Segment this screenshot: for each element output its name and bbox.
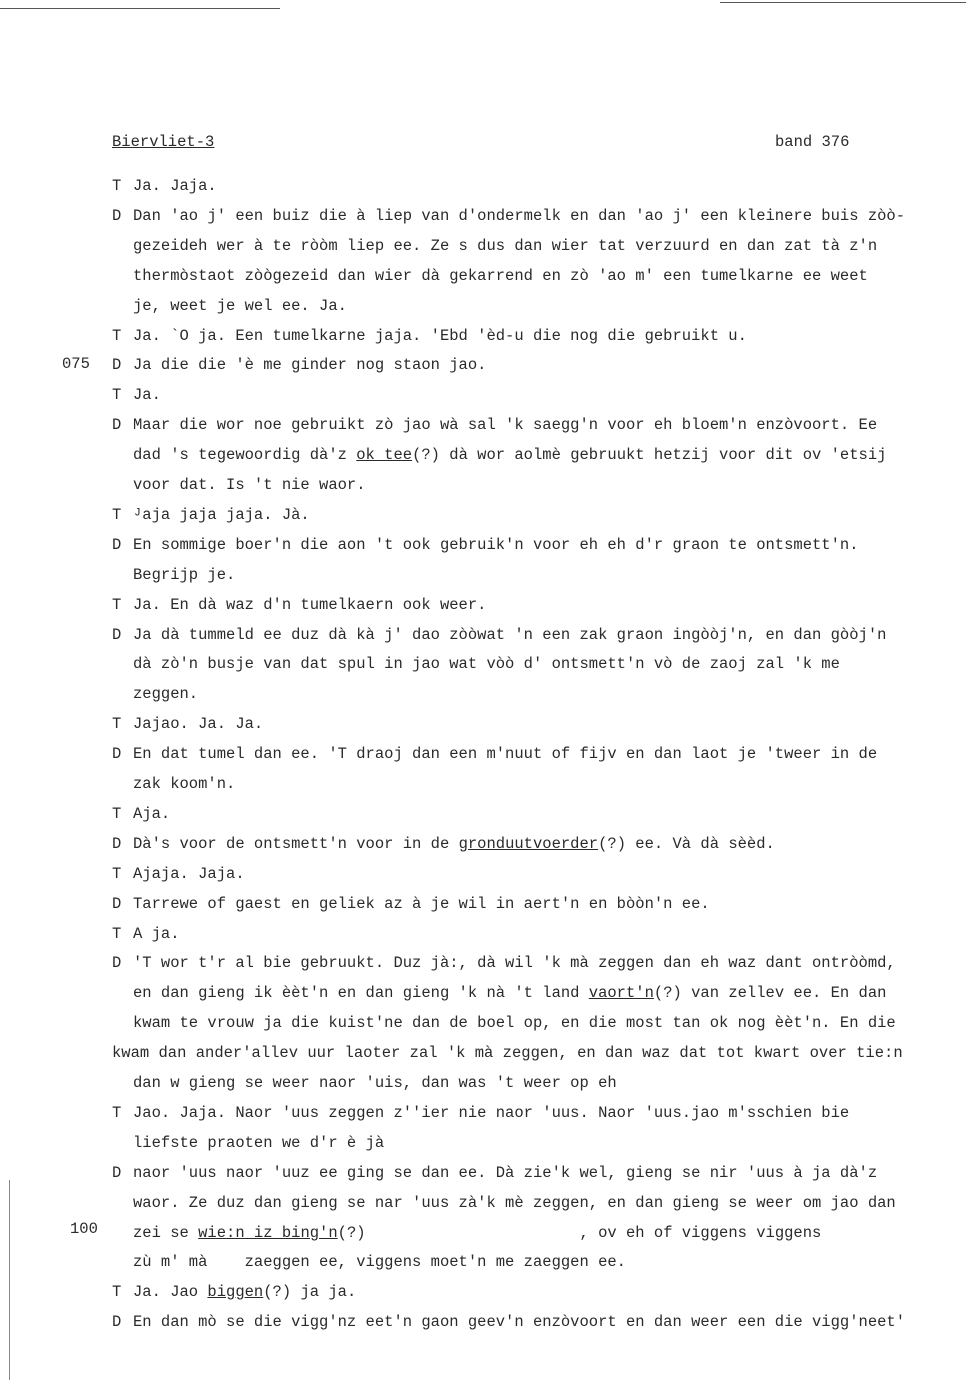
- speaker-label: D: [112, 536, 122, 554]
- speaker-label: T: [112, 596, 122, 614]
- line-text: zù m' mà zaeggen ee, viggens moet'n me zaeggen ee.: [133, 1253, 626, 1271]
- transcript-line: [133, 1193, 896, 1213]
- speaker-label: D: [112, 356, 122, 374]
- transcript-line: [133, 834, 775, 854]
- speaker-label: D: [112, 416, 122, 434]
- line-text: Jao. Jaja. Naor 'uus zeggen z''ier nie naor 'uus. Naor 'uus.jao m'sschien bie: [133, 1104, 850, 1122]
- line-text: Ja. Jao: [133, 1283, 208, 1301]
- line-number-075: 075: [62, 355, 90, 373]
- line-text: En dat tumel dan ee. 'T draoj dan een m'nuut of fijv en dan laot je 'tweer in de: [133, 745, 878, 763]
- speaker-label: D: [112, 895, 122, 913]
- top-rule-right: [720, 2, 966, 3]
- line-text: kwam te vrouw ja die kuist'ne dan de boel op, en die most tan ok nog èèt'n. En die: [133, 1014, 896, 1032]
- transcript-line: [133, 804, 170, 824]
- line-text: (?) dà wor aolmè gebruukt hetzij voor dit ov 'etsij: [412, 446, 887, 464]
- line-text: Ja dà tummeld ee duz dà kà j' dao zòòwat 'n een zak graon ingòòj'n, en dan gòòj'n: [133, 626, 887, 644]
- transcript-line: [133, 924, 180, 944]
- line-text: Tarrewe of gaest en geliek az à je wil in aert'n en bòòn'n ee.: [133, 895, 710, 913]
- speaker-label: D: [112, 1164, 122, 1182]
- transcript-line: [133, 415, 877, 435]
- transcript-line: [133, 355, 486, 375]
- line-text: Maar die wor noe gebruikt zò jao wà sal 'k saegg'n voor eh bloem'n enzòvoort. Ee: [133, 416, 878, 434]
- transcript-line: [133, 1312, 905, 1332]
- transcript-line: [133, 864, 245, 884]
- line-text: (?) van zellev ee. En dan: [653, 984, 887, 1002]
- speaker-label: T: [112, 925, 122, 943]
- line-text: (?) ja ja.: [263, 1283, 357, 1301]
- line-text: naor 'uus naor 'uuz ee ging se dan ee. Dà zie'k wel, gieng se nir 'uus à ja dà'z: [133, 1164, 878, 1182]
- line-text: waor. Ze duz dan gieng se nar 'uus zà'k mè zeggen, en dan gieng se weer om jao dan: [133, 1194, 896, 1212]
- speaker-label: T: [112, 177, 122, 195]
- transcript-line: [133, 176, 217, 196]
- band-number: band 376: [775, 133, 850, 151]
- line-text: En sommige boer'n die aon 't ook gebruik'n voor eh eh d'r graon te ontsmett'n.: [133, 536, 859, 554]
- line-text: ᴶaja jaja jaja. Jà.: [133, 506, 310, 524]
- line-text: A ja.: [133, 925, 180, 943]
- line-text: Ja.: [133, 386, 161, 404]
- transcript-line: [133, 326, 747, 346]
- transcript-line: [133, 296, 347, 316]
- line-text: Aja.: [133, 805, 171, 823]
- speaker-label: T: [112, 805, 122, 823]
- transcript-line: [133, 535, 859, 555]
- underlined-phrase: vaort'n: [588, 984, 654, 1002]
- transcript-line: [112, 1043, 903, 1063]
- speaker-label: T: [112, 386, 122, 404]
- line-text: En dan mò se die vigg'nz eet'n gaon geev'n enzòvoort en dan weer een die vigg'neet': [133, 1313, 906, 1331]
- transcript-line: [133, 1073, 617, 1093]
- transcript-line: [133, 236, 877, 256]
- speaker-label: T: [112, 506, 122, 524]
- speaker-label: D: [112, 745, 122, 763]
- transcript-line: [133, 475, 366, 495]
- line-text: gezeideh wer à te ròòm liep ee. Ze s dus dan wier tat verzuurd en dan zat tà z'n: [133, 237, 878, 255]
- line-text: zeggen.: [133, 685, 199, 703]
- transcript-line: [133, 385, 161, 405]
- speaker-label: D: [112, 954, 122, 972]
- top-rule-left: [0, 8, 280, 9]
- underlined-phrase: gronduutvoerder: [458, 835, 599, 853]
- transcript-line: [133, 1282, 356, 1302]
- speaker-label: T: [112, 327, 122, 345]
- line-text: dan w gieng se weer naor 'uis, dan was 't weer op eh: [133, 1074, 617, 1092]
- speaker-label: D: [112, 626, 122, 644]
- transcript-line: [133, 206, 905, 226]
- transcript-line: [133, 625, 886, 645]
- speaker-label: T: [112, 1104, 122, 1122]
- line-text: dà zò'n busje van dat spul in jao wat vòò d' ontsmett'n vò de zaoj zal 'k me: [133, 655, 840, 673]
- underlined-phrase: biggen: [207, 1283, 264, 1301]
- speaker-label: T: [112, 715, 122, 733]
- speaker-label: D: [112, 1313, 122, 1331]
- transcript-line: [133, 774, 235, 794]
- line-text: (?) ee. Và dà sèèd.: [598, 835, 775, 853]
- transcript-line: [133, 983, 886, 1003]
- transcript-line: [133, 684, 198, 704]
- transcript-line: [133, 1133, 384, 1153]
- line-number-100: 100: [70, 1220, 98, 1238]
- line-text: zak koom'n.: [133, 775, 236, 793]
- transcript-line: [133, 1163, 877, 1183]
- transcript-line: [133, 1103, 849, 1123]
- line-text: Ja. `O ja. Een tumelkarne jaja. 'Ebd 'èd-u die nog die gebruikt u.: [133, 327, 747, 345]
- line-text: kwam dan ander'allev uur laoter zal 'k mà zeggen, en dan waz dat tot kwart over tie:n: [112, 1044, 903, 1062]
- transcript-line: [133, 744, 877, 764]
- line-text: Dan 'ao j' een buiz die à liep van d'ondermelk en dan 'ao j' een kleinere buis zòò-: [133, 207, 906, 225]
- transcript-line: [133, 953, 896, 973]
- line-text: Ja. Jaja.: [133, 177, 217, 195]
- line-text: Jajao. Ja. Ja.: [133, 715, 264, 733]
- transcript-line: [133, 266, 868, 286]
- speaker-label: T: [112, 1283, 122, 1301]
- transcript-line: [133, 894, 710, 914]
- transcript-line: [133, 565, 235, 585]
- transcript-line: [133, 1013, 896, 1033]
- line-text: zei se: [133, 1224, 199, 1242]
- document-title: Biervliet-3: [112, 133, 215, 151]
- line-text: liefste praoten we d'r è jà: [133, 1134, 385, 1152]
- speaker-label: D: [112, 207, 122, 225]
- speaker-label: T: [112, 865, 122, 883]
- underlined-phrase: ok tee: [356, 446, 413, 464]
- transcript-line: [133, 445, 886, 465]
- line-text: (?) , ov eh of viggens viggens: [337, 1224, 822, 1242]
- transcript-line: [133, 595, 486, 615]
- line-text: Ja. En dà waz d'n tumelkaern ook weer.: [133, 596, 487, 614]
- line-text: Dà's voor de ontsmett'n voor in de: [133, 835, 459, 853]
- line-text: thermòstaot zòògezeid dan wier dà gekarrend en zò 'ao m' een tumelkarne ee weet: [133, 267, 868, 285]
- margin-mark: [9, 1180, 10, 1380]
- line-text: je, weet je wel ee. Ja.: [133, 297, 347, 315]
- line-text: Ajaja. Jaja.: [133, 865, 245, 883]
- line-text: en dan gieng ik èèt'n en dan gieng 'k nà 't land: [133, 984, 589, 1002]
- line-text: Ja die die 'è me ginder nog staon jao.: [133, 356, 487, 374]
- transcript-line: [133, 1252, 626, 1272]
- line-text: dad 's tegewoordig dà'z: [133, 446, 357, 464]
- underlined-phrase: wie:n iz bing'n: [198, 1224, 338, 1242]
- line-text: Begrijp je.: [133, 566, 236, 584]
- speaker-label: D: [112, 835, 122, 853]
- line-text: 'T wor t'r al bie gebruukt. Duz jà:, dà wil 'k mà zeggen dan eh waz dant ontròòmd,: [133, 954, 896, 972]
- transcript-line: [133, 505, 310, 525]
- transcript-line: [133, 714, 263, 734]
- transcript-line: [133, 1223, 821, 1243]
- transcript-line: [133, 654, 840, 674]
- line-text: voor dat. Is 't nie waor.: [133, 476, 366, 494]
